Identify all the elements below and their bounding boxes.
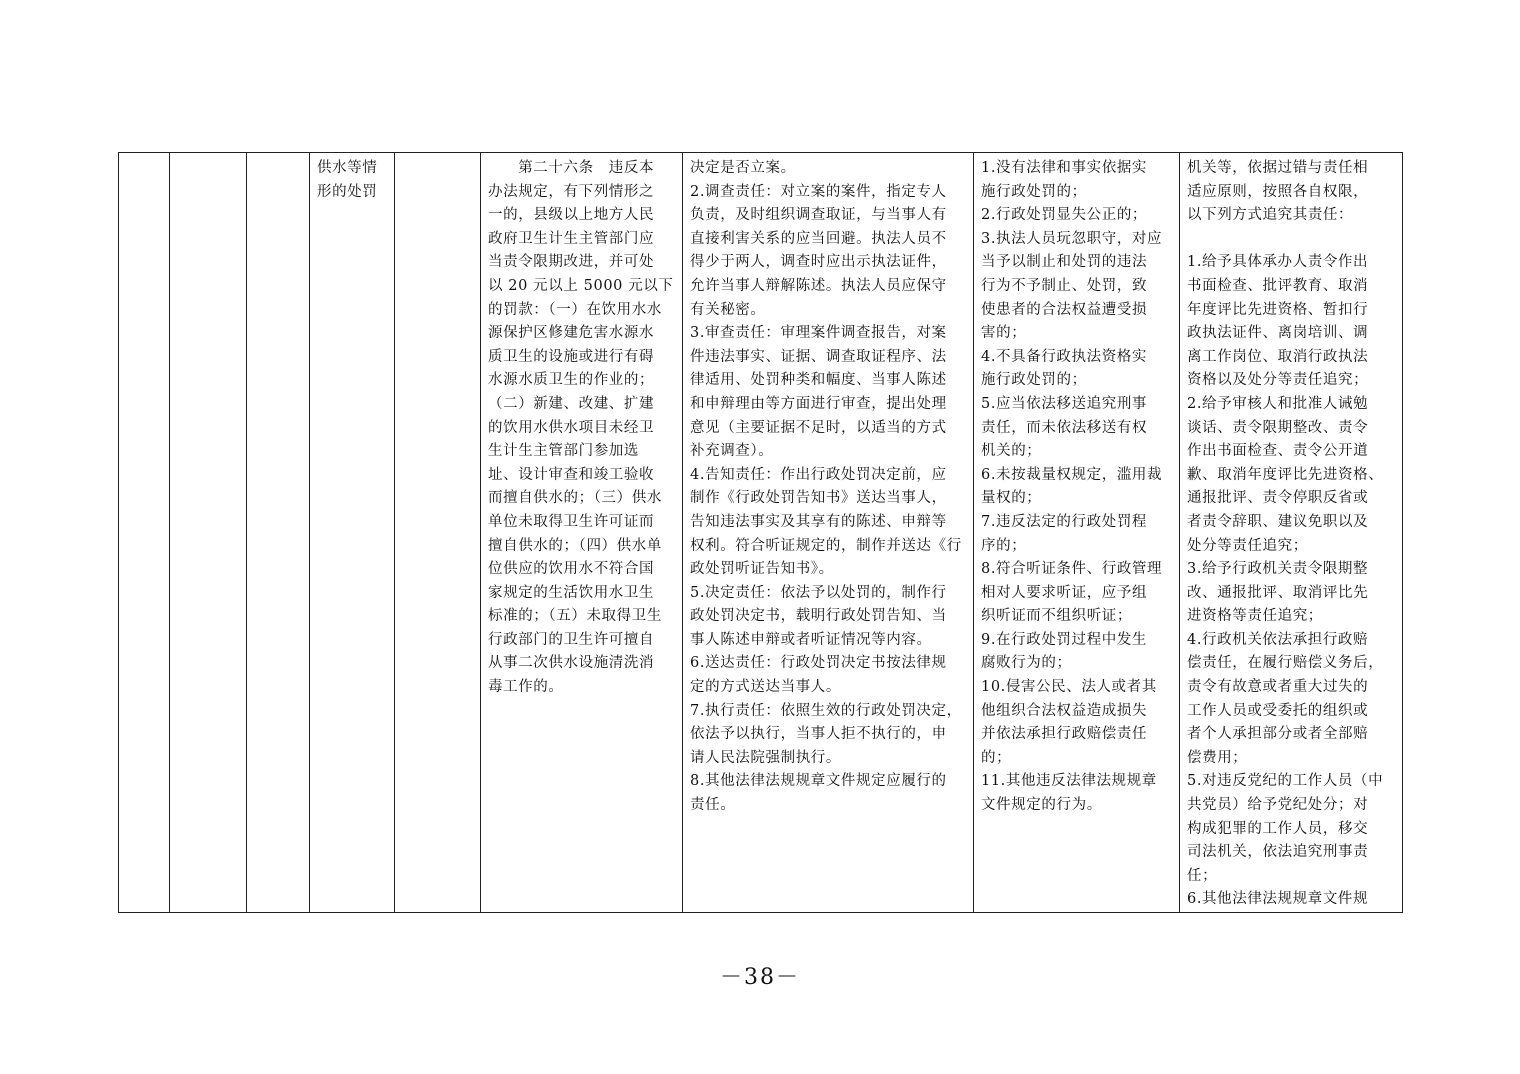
text-line: 他组织合法权益造成损失 [981, 702, 1148, 719]
text-line: 使患者的合法权益遭受损 [981, 301, 1148, 318]
text-line: 施行政处罚的； [981, 183, 1087, 200]
text-line: 办法规定，有下列情形之 [488, 183, 655, 200]
text-line: 任； [1187, 867, 1218, 884]
cell-col-3 [247, 153, 310, 913]
text-line: 工作人员或受委托的组织或 [1187, 702, 1369, 719]
cell-item-name [310, 153, 395, 913]
text-line: 7.执行责任：依照生效的行政处罚决定， [690, 702, 962, 719]
text-line: 偿责任，在履行赔偿义务后， [1187, 655, 1384, 672]
text-line: 6.送达责任：行政处罚决定书按法律规 [690, 655, 947, 672]
text-line: 的； [981, 749, 1012, 766]
text-line: 供水等情 [317, 160, 378, 176]
text-line: 构成犯罪的工作人员，移交 [1187, 820, 1369, 837]
text-line: 4.行政机关依法承担行政赔 [1187, 631, 1369, 648]
text-line: 序的； [981, 537, 1027, 554]
text-line: 事人陈述申辩或者听证情况等内容。 [690, 631, 932, 648]
text-line: 一的，县级以上地方人民 [488, 207, 655, 224]
text-line: 通报批评、责令停职反省或 [1187, 490, 1369, 507]
text-line: 水源水质卫生的作业的； [488, 372, 655, 389]
text-line: 而擅自供水的；（三）供水 [488, 490, 662, 507]
text-line: 机关等，依据过错与责任相 [1187, 160, 1369, 176]
text-line: 2.给予审核人和批准人诫勉 [1187, 395, 1369, 412]
text-line: 从事二次供水设施清洗消 [488, 655, 655, 672]
text-line: 进资格等责任追究； [1187, 608, 1323, 625]
text-line: 机关的； [981, 443, 1042, 460]
text-line: 的饮用水供水项目未经卫 [488, 419, 655, 436]
text-line: 权利。符合听证规定的，制作并送达《行 [690, 537, 962, 554]
text-line: 行政部门的卫生许可擅自 [488, 631, 655, 648]
cell-accountability-methods [1180, 153, 1403, 913]
text-line: 以下列方式追究其责任： [1187, 207, 1354, 224]
text-line: 腐败行为的； [981, 655, 1072, 672]
text-line: 9.在行政处罚过程中发生 [981, 631, 1148, 648]
text-line: 织听证而不组织听证； [981, 608, 1132, 625]
text-line: （二）新建、改建、扩建 [488, 395, 655, 412]
text-line: 责令有故意或者重大过失的 [1187, 679, 1369, 696]
text-line: 政处罚听证告知书》。 [690, 561, 834, 578]
text-line: 年度评比先进资格、暂扣行 [1187, 301, 1369, 318]
responsibilities-text [690, 157, 967, 818]
text-line: 6.其他法律法规规章文件规 [1187, 891, 1369, 908]
text-line: 毒工作的。 [488, 679, 564, 696]
text-line: 质卫生的设施或进行有碍 [488, 348, 655, 365]
text-line: 8.其他法律法规规章文件规定应履行的 [690, 773, 947, 790]
text-line: 歉、取消年度评比先进资格、 [1187, 466, 1384, 483]
text-line: 施行政处罚的； [981, 372, 1087, 389]
text-line: 8.符合听证条件、行政管理 [981, 561, 1163, 578]
text-line: 和申辩理由等方面进行审查，提出处理 [690, 395, 947, 412]
table-row [119, 153, 1403, 913]
text-line: 有关秘密。 [690, 301, 766, 318]
text-line: 源保护区修建危害水源水 [488, 325, 655, 342]
text-line: 依法予以执行，当事人拒不执行的，申 [690, 726, 947, 743]
text-line: 谈话、责令限期整改、责令 [1187, 419, 1369, 436]
text-line: 离工作岗位、取消行政执法 [1187, 348, 1369, 365]
text-line: 改、通报批评、取消评比先 [1187, 584, 1369, 601]
text-line: 标准的；（五）未取得卫生 [488, 608, 662, 625]
text-line: 司法机关，依法追究刑事责 [1187, 844, 1369, 861]
cell-accountability-cases [974, 153, 1180, 913]
text-line: 2.调查责任：对立案的案件，指定专人 [690, 183, 947, 200]
text-line: 当予以制止和处罚的违法 [981, 254, 1148, 271]
text-line: 量权的； [981, 490, 1042, 507]
text-line: 6.未按裁量权规定，滥用裁 [981, 466, 1163, 483]
cell-legal-basis [481, 153, 683, 913]
text-line: 者责令辞职、建议免职以及 [1187, 513, 1369, 530]
text-line: 政府卫生计生主管部门应 [488, 230, 655, 247]
text-line: 责任，而未依法移送有权 [981, 419, 1148, 436]
text-line: 形的处罚 [317, 183, 378, 200]
text-line: 擅自供水的；（四）供水单 [488, 537, 662, 554]
text-line: 的罚款：（一）在饮用水水 [488, 301, 662, 318]
text-line: 3.执法人员玩忽职守，对应 [981, 230, 1163, 247]
text-line: 以 20 元以上 5000 元以下 [488, 277, 674, 294]
text-line: 文件规定的行为。 [981, 797, 1102, 814]
responsibility-table [118, 152, 1403, 913]
text-line: 单位未取得卫生许可证而 [488, 513, 655, 530]
text-line: 家规定的生活饮用水卫生 [488, 584, 655, 601]
text-line: 3.给予行政机关责令限期整 [1187, 561, 1369, 578]
text-line: 适应原则，按照各自权限， [1187, 183, 1369, 200]
text-line: 11.其他违反法律法规规章 [981, 773, 1157, 790]
text-line: 位供应的饮用水不符合国 [488, 561, 655, 578]
text-line: 生计生主管部门参加选 [488, 443, 639, 460]
text-line: 并依法承担行政赔偿责任 [981, 726, 1148, 743]
text-line: 者个人承担部分或者全部赔 [1187, 726, 1369, 743]
text-line: 得少于两人，调查时应出示执法证件， [690, 254, 947, 271]
text-line: 相对人要求听证，应予组 [981, 584, 1148, 601]
text-line: 定的方式送达当事人。 [690, 679, 841, 696]
text-line: 决定是否立案。 [690, 160, 796, 176]
text-line: 1.给予具体承办人责令作出 [1187, 254, 1369, 271]
text-line: 责任。 [690, 797, 736, 814]
cell-col-1 [119, 153, 170, 913]
text-line [1187, 228, 1396, 252]
text-line: 害的； [981, 325, 1027, 342]
text-line: 告知违法事实及其享有的陈述、申辩等 [690, 513, 947, 530]
accountability-cases-text [981, 157, 1173, 818]
page-number: －38－ [720, 965, 800, 990]
text-line: 5.对违反党纪的工作人员（中 [1187, 773, 1384, 790]
text-line: 7.违反法定的行政处罚程 [981, 513, 1148, 530]
text-line: 直接利害关系的应当回避。执法人员不 [690, 230, 947, 247]
text-line: 当责令限期改进，并可处 [488, 254, 655, 271]
text-line: 作出书面检查、责令公开道 [1187, 443, 1369, 460]
legal-basis-text [488, 157, 676, 700]
text-line: 书面检查、批评教育、取消 [1187, 277, 1369, 294]
text-line: 第二十六条 违反本 [488, 160, 655, 176]
text-line: 处分等责任追究； [1187, 537, 1308, 554]
text-line: 负责，及时组织调查取证，与当事人有 [690, 207, 947, 224]
text-line: 5.应当依法移送追究刑事 [981, 395, 1148, 412]
text-line: 制作《行政处罚告知书》送达当事人， [690, 490, 947, 507]
text-line: 5.决定责任：依法予以处罚的，制作行 [690, 584, 947, 601]
cell-col-2 [170, 153, 247, 913]
text-line: 政处罚决定书，载明行政处罚告知、当 [690, 608, 947, 625]
text-line: 请人民法院强制执行。 [690, 749, 841, 766]
text-line: 10.侵害公民、法人或者其 [981, 679, 1157, 696]
text-line: 2.行政处罚显失公正的； [981, 207, 1148, 224]
text-line: 意见（主要证据不足时，以适当的方式 [690, 419, 947, 436]
text-line: 共党员）给予党纪处分；对 [1187, 797, 1369, 814]
accountability-methods-text [1187, 157, 1396, 912]
cell-responsibilities [683, 153, 974, 913]
text-line: 4.告知责任：作出行政处罚决定前，应 [690, 466, 947, 483]
text-line: 政执法证件、离岗培训、调 [1187, 325, 1369, 342]
text-line: 资格以及处分等责任追究； [1187, 372, 1369, 389]
text-line: 件违法事实、证据、调查取证程序、法 [690, 348, 947, 365]
text-line: 允许当事人辩解陈述。执法人员应保守 [690, 277, 947, 294]
text-line: 址、设计审查和竣工验收 [488, 466, 655, 483]
text-line: 3.审查责任：审理案件调查报告，对案 [690, 325, 947, 342]
text-line: 偿费用； [1187, 749, 1248, 766]
cell-col-5 [395, 153, 481, 913]
item-name-text [317, 157, 388, 204]
text-line: 律适用、处罚种类和幅度、当事人陈述 [690, 372, 947, 389]
text-line: 行为不予制止、处罚，致 [981, 277, 1148, 294]
text-line: 补充调查）。 [690, 443, 774, 460]
text-line: 4.不具备行政执法资格实 [981, 348, 1148, 365]
text-line: 1.没有法律和事实依据实 [981, 160, 1148, 176]
